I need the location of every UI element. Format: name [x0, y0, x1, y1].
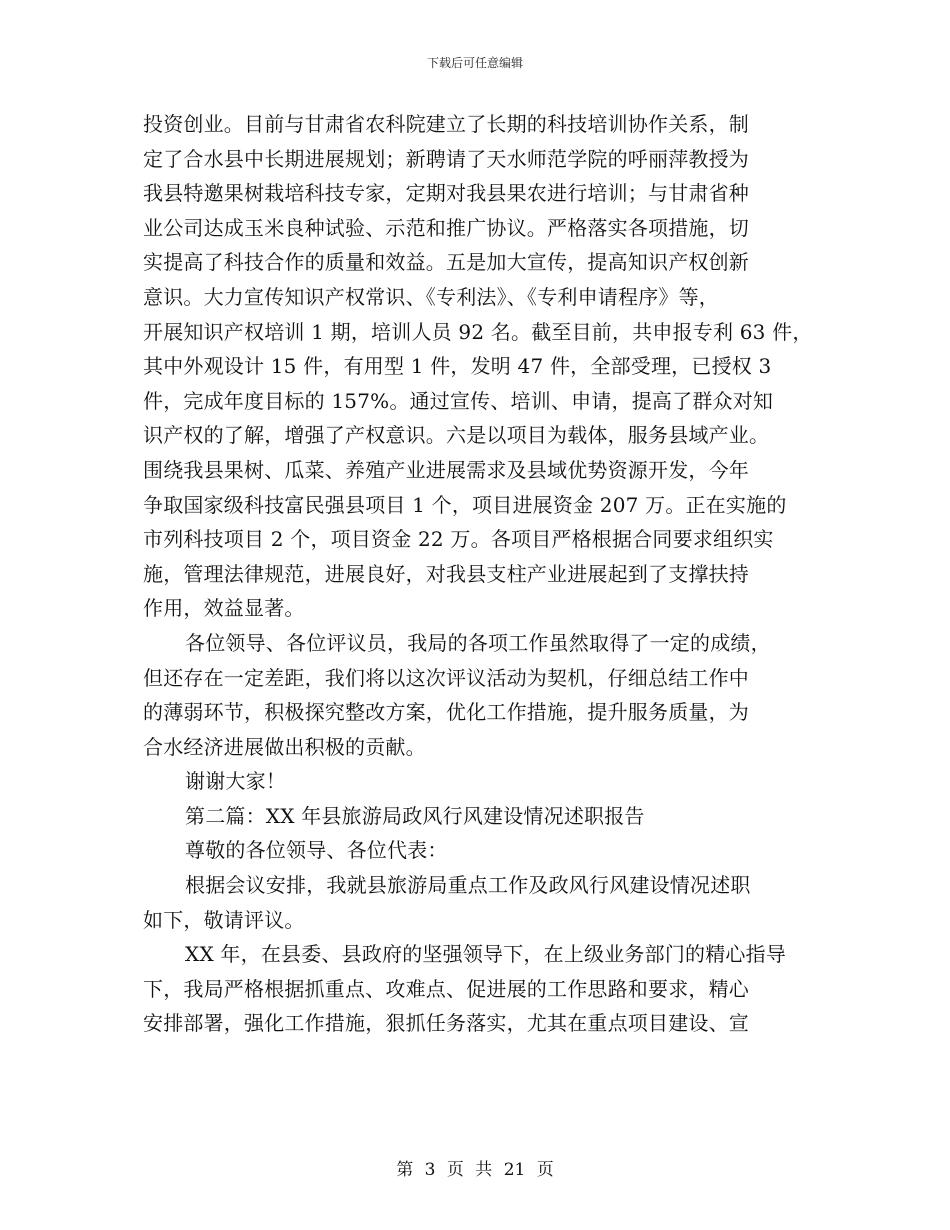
- text-line: 意识。大力宣传知识产权常识、《专利法》、《专利申请程序》等，: [143, 284, 719, 309]
- text-line: 识产权的了解，增强了产权意识。六是以项目为载体，服务县域产业。: [143, 423, 770, 448]
- text-line: 下，我局严格根据抓重点、攻难点、促进展的工作思路和要求，精心: [143, 976, 749, 1001]
- text-line: 如下，敬请评议。: [143, 907, 305, 932]
- text-line: 件，完成年度目标的 157%。通过宣传、培训、申请，提高了群众对知: [143, 388, 774, 413]
- text-line: 合水经济进展做出积极的贡献。: [143, 734, 426, 759]
- text-line: 的薄弱环节，积极探究整改方案，优化工作措施，提升服务质量，为: [143, 700, 749, 725]
- text-line: 安排部署，强化工作措施，狠抓任务落实，尤其在重点项目建设、宣: [143, 1011, 749, 1036]
- text-line: 作用，效益显著。: [143, 596, 305, 621]
- page-number-footer: 第 3 页 共 21 页: [396, 1160, 554, 1180]
- text-line: 其中外观设计 15 件，有用型 1 件，发明 47 件，全部受理，已授权 3: [143, 354, 772, 379]
- text-line: 施，管理法律规范，进展良好，对我县支柱产业进展起到了支撑扶持: [143, 561, 749, 586]
- paragraph-first-line: 根据会议安排，我就县旅游局重点工作及政风行风建设情况述职: [185, 873, 751, 898]
- text-line: 定了合水县中长期进展规划；新聘请了天水师范学院的呼丽萍教授为: [143, 146, 749, 171]
- text-line: 开展知识产权培训 1 期，培训人员 92 名。截至目前，共申报专利 63 件，: [143, 319, 813, 344]
- text-line: 围绕我县果树、瓜菜、养殖产业进展需求及县域优势资源开发，今年: [143, 457, 749, 482]
- text-line: 市列科技项目 2 个，项目资金 22 万。各项目严格根据合同要求组织实: [143, 527, 774, 552]
- section-heading: 第二篇：XX 年县旅游局政风行风建设情况述职报告: [185, 803, 645, 828]
- text-line: 我县特邀果树栽培科技专家，定期对我县果农进行培训；与甘肃省种: [143, 181, 749, 206]
- paragraph-first-line: XX 年，在县委、县政府的坚强领导下，在上级业务部门的精心指导: [185, 942, 787, 967]
- text-line: 争取国家级科技富民强县项目 1 个，项目进展资金 207 万。正在实施的: [143, 492, 787, 517]
- text-line: 但还存在一定差距，我们将以这次评议活动为契机，仔细总结工作中: [143, 665, 749, 690]
- thanks-line: 谢谢大家！: [185, 769, 286, 794]
- text-line: 业公司达成玉米良种试验、示范和推广协议。严格落实各项措施，切: [143, 215, 749, 240]
- page-header: 下载后可任意编辑: [426, 56, 523, 70]
- text-line: 投资创业。目前与甘肃省农科院建立了长期的科技培训协作关系，制: [143, 112, 749, 136]
- document-body: [143, 107, 823, 1041]
- salutation: 尊敬的各位领导、各位代表：: [185, 838, 448, 863]
- paragraph-first-line: 各位领导、各位评议员，我局的各项工作虽然取得了一定的成绩，: [185, 630, 771, 655]
- text-line: 实提高了科技合作的质量和效益。五是加大宣传，提高知识产权创新: [143, 250, 749, 275]
